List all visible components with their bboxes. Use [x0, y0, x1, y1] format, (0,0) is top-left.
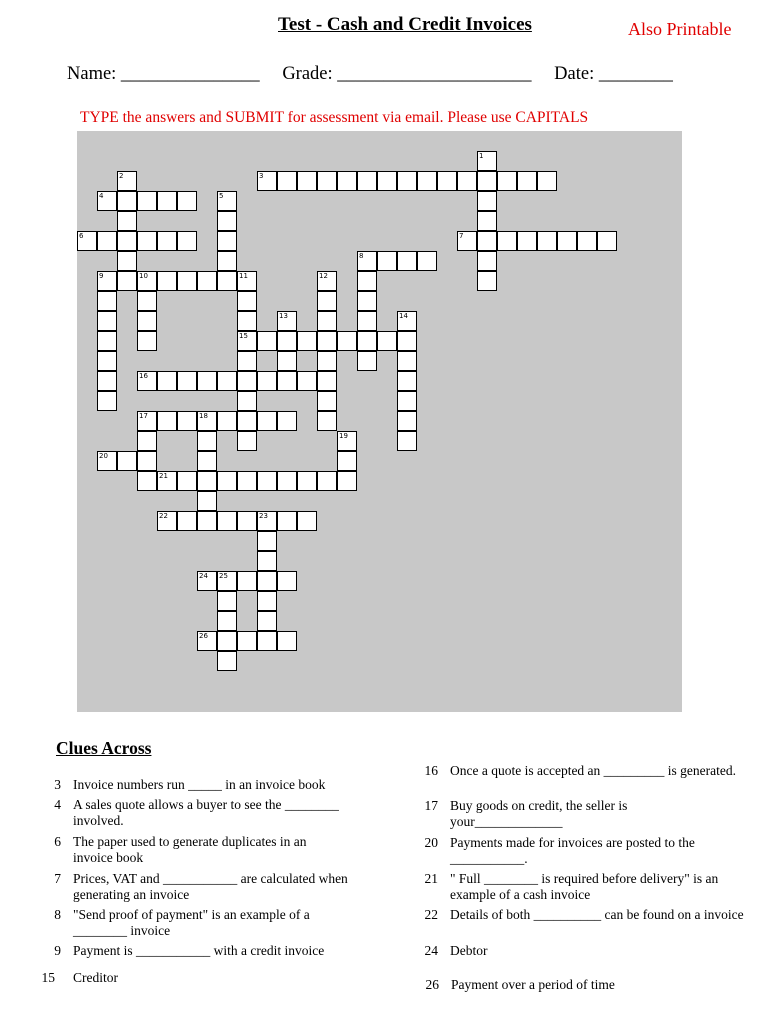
crossword-cell[interactable]	[237, 471, 257, 491]
clue-number: 16	[424, 763, 438, 778]
student-info-fields	[67, 64, 691, 85]
clue-7	[54, 871, 363, 903]
crossword-grid	[77, 131, 682, 712]
crossword-cell[interactable]	[257, 631, 277, 651]
crossword-cell[interactable]	[477, 191, 497, 211]
crossword-cell[interactable]	[237, 411, 257, 431]
crossword-cell[interactable]	[97, 311, 117, 331]
clue-number-label: 1	[479, 152, 484, 160]
crossword-cell[interactable]	[177, 511, 197, 531]
crossword-cell[interactable]	[357, 331, 377, 351]
crossword-cell[interactable]	[597, 231, 617, 251]
crossword-cell[interactable]	[217, 411, 237, 431]
clue-number-label: 9	[99, 272, 104, 280]
crossword-cell[interactable]	[537, 171, 557, 191]
crossword-cell[interactable]	[317, 171, 337, 191]
clue-text: Payment is ___________ with a credit invoice	[73, 943, 325, 958]
crossword-cell[interactable]	[217, 651, 237, 671]
clue-number-label: 14	[399, 312, 408, 320]
crossword-cell[interactable]	[257, 471, 277, 491]
clues-across-heading: Clues Across	[56, 738, 152, 758]
crossword-cell[interactable]	[197, 271, 217, 291]
clue-number: 4	[54, 797, 61, 812]
clue-number: 20	[424, 835, 438, 850]
clue-15	[41, 970, 273, 986]
clue-text: Creditor	[73, 970, 118, 985]
crossword-cell[interactable]	[337, 451, 357, 471]
crossword-cell[interactable]	[297, 171, 317, 191]
page-title: Test - Cash and Credit Invoices	[278, 14, 532, 35]
crossword-cell[interactable]	[297, 471, 317, 491]
crossword-cell[interactable]	[137, 451, 157, 471]
crossword-cell[interactable]	[117, 231, 137, 251]
crossword-cell[interactable]	[237, 351, 257, 371]
crossword-cell[interactable]	[237, 311, 257, 331]
crossword-cell[interactable]	[377, 251, 397, 271]
crossword-cell[interactable]	[217, 631, 237, 651]
crossword-cell[interactable]	[357, 351, 377, 371]
crossword-cell[interactable]	[297, 371, 317, 391]
grade-field[interactable]: Grade: _____________________	[282, 64, 532, 84]
crossword-cell[interactable]	[277, 371, 297, 391]
clue-number-label: 7	[459, 232, 464, 240]
crossword-cell[interactable]	[257, 531, 277, 551]
crossword-cell[interactable]	[97, 331, 117, 351]
crossword-cell[interactable]	[477, 171, 497, 191]
crossword-cell[interactable]	[217, 611, 237, 631]
crossword-cell[interactable]	[397, 431, 417, 451]
crossword-cell[interactable]	[177, 271, 197, 291]
crossword-cell[interactable]	[357, 271, 377, 291]
clue-number-label: 25	[219, 572, 228, 580]
crossword-cell[interactable]	[137, 311, 157, 331]
crossword-cell[interactable]	[217, 471, 237, 491]
crossword-cell[interactable]	[237, 431, 257, 451]
crossword-cell[interactable]	[377, 331, 397, 351]
crossword-cell[interactable]	[157, 411, 177, 431]
crossword-cell[interactable]	[97, 231, 117, 251]
crossword-cell[interactable]	[157, 271, 177, 291]
crossword-cell[interactable]	[297, 511, 317, 531]
crossword-cell[interactable]	[217, 591, 237, 611]
crossword-cell[interactable]	[217, 371, 237, 391]
clue-text: Prices, VAT and ___________ are calculated when generating an invoice	[73, 871, 348, 902]
crossword-cell[interactable]	[337, 171, 357, 191]
crossword-cell[interactable]	[137, 471, 157, 491]
crossword-cell[interactable]	[237, 291, 257, 311]
crossword-cell[interactable]	[317, 411, 337, 431]
clue-number-label: 24	[199, 572, 208, 580]
crossword-cell[interactable]	[317, 391, 337, 411]
clue-number: 9	[54, 943, 61, 958]
crossword-cell[interactable]	[257, 611, 277, 631]
clue-24	[424, 943, 650, 959]
name-field[interactable]: Name: _______________	[67, 64, 260, 84]
crossword-cell[interactable]	[277, 351, 297, 371]
clue-number-label: 20	[99, 452, 108, 460]
crossword-cell[interactable]	[197, 371, 217, 391]
clue-number: 3	[54, 777, 61, 792]
crossword-cell[interactable]	[197, 431, 217, 451]
crossword-cell[interactable]	[517, 231, 537, 251]
clue-number-label: 15	[239, 332, 248, 340]
crossword-cell[interactable]	[397, 331, 417, 351]
crossword-cell[interactable]	[397, 351, 417, 371]
clue-22	[424, 907, 745, 923]
crossword-cell[interactable]	[537, 231, 557, 251]
crossword-cell[interactable]	[397, 171, 417, 191]
instructions-text: TYPE the answers and SUBMIT for assessment via email. Please use CAPITALS	[80, 109, 589, 126]
crossword-cell[interactable]	[477, 211, 497, 231]
crossword-cell[interactable]	[137, 291, 157, 311]
crossword-cell[interactable]	[117, 211, 137, 231]
clue-6	[54, 834, 348, 866]
crossword-cell[interactable]	[197, 451, 217, 471]
crossword-cell[interactable]	[117, 251, 137, 271]
clue-number-label: 2	[119, 172, 124, 180]
crossword-cell[interactable]	[397, 371, 417, 391]
crossword-cell[interactable]	[317, 311, 337, 331]
crossword-cell[interactable]	[177, 371, 197, 391]
crossword-cell[interactable]	[137, 231, 157, 251]
clue-number-label: 17	[139, 412, 148, 420]
clue-text: Buy goods on credit, the seller is your_____________	[450, 798, 628, 829]
clue-number: 22	[424, 907, 438, 922]
crossword-cell[interactable]	[277, 471, 297, 491]
crossword-cell[interactable]	[417, 171, 437, 191]
crossword-cell[interactable]	[337, 331, 357, 351]
crossword-cell[interactable]	[317, 371, 337, 391]
clue-8	[54, 907, 353, 939]
clue-number-label: 21	[159, 472, 168, 480]
crossword-cell[interactable]	[397, 411, 417, 431]
crossword-cell[interactable]	[317, 351, 337, 371]
crossword-cell[interactable]	[277, 631, 297, 651]
clue-number: 15	[41, 970, 55, 985]
crossword-cell[interactable]	[157, 191, 177, 211]
clue-number-label: 16	[139, 372, 148, 380]
clue-text: Payment over a period of time	[451, 977, 615, 992]
crossword-cell[interactable]	[177, 191, 197, 211]
clue-number: 6	[54, 834, 61, 849]
clue-number-label: 11	[239, 272, 248, 280]
crossword-cell[interactable]	[177, 471, 197, 491]
clue-text: Once a quote is accepted an _________ is generated.	[450, 763, 737, 778]
crossword-cell[interactable]	[277, 171, 297, 191]
clue-text: "Send proof of payment" is an example of a ________ invoice	[73, 907, 310, 938]
crossword-cell[interactable]	[157, 371, 177, 391]
crossword-cell[interactable]	[377, 171, 397, 191]
crossword-cell[interactable]	[337, 471, 357, 491]
crossword-cell[interactable]	[237, 391, 257, 411]
crossword-cell[interactable]	[137, 431, 157, 451]
clue-16	[424, 763, 740, 779]
crossword-cell[interactable]	[117, 451, 137, 471]
clue-number: 21	[424, 871, 438, 886]
crossword-cell[interactable]	[297, 331, 317, 351]
crossword-cell[interactable]	[477, 231, 497, 251]
crossword-cell[interactable]	[117, 191, 137, 211]
clue-text: Invoice numbers run _____ in an invoice book	[73, 777, 326, 792]
crossword-cell[interactable]	[197, 511, 217, 531]
clue-number-label: 10	[139, 272, 148, 280]
clue-20	[424, 835, 740, 867]
crossword-cell[interactable]	[437, 171, 457, 191]
clue-number-label: 6	[79, 232, 84, 240]
crossword-cell[interactable]	[257, 331, 277, 351]
clue-number-label: 23	[259, 512, 268, 520]
clue-26	[425, 977, 711, 993]
crossword-cell[interactable]	[217, 271, 237, 291]
crossword-cell[interactable]	[177, 411, 197, 431]
crossword-cell[interactable]	[257, 591, 277, 611]
crossword-cell[interactable]	[497, 171, 517, 191]
crossword-cell[interactable]	[577, 231, 597, 251]
clue-9	[54, 943, 373, 959]
clue-text: Debtor	[450, 943, 488, 958]
crossword-cell[interactable]	[497, 231, 517, 251]
crossword-cell[interactable]	[197, 471, 217, 491]
clue-3	[54, 777, 363, 793]
clue-text: A sales quote allows a buyer to see the ________ involved.	[73, 797, 339, 828]
clue-number-label: 3	[259, 172, 264, 180]
clue-number-label: 5	[219, 192, 224, 200]
crossword-cell[interactable]	[317, 331, 337, 351]
clue-4	[54, 797, 341, 829]
crossword-cell[interactable]	[277, 571, 297, 591]
also-printable-link[interactable]: Also Printable	[628, 19, 732, 39]
crossword-cell[interactable]	[217, 211, 237, 231]
crossword-cell[interactable]	[97, 351, 117, 371]
crossword-cell[interactable]	[237, 631, 257, 651]
clue-number-label: 19	[339, 432, 348, 440]
crossword-cell[interactable]	[277, 511, 297, 531]
crossword-cell[interactable]	[197, 491, 217, 511]
crossword-cell[interactable]	[257, 411, 277, 431]
crossword-cell[interactable]	[317, 291, 337, 311]
crossword-cell[interactable]	[517, 171, 537, 191]
crossword-cell[interactable]	[217, 511, 237, 531]
clue-text: " Full ________ is required before delivery" is an example of a cash invoice	[450, 871, 719, 902]
clue-17	[424, 798, 685, 830]
date-field[interactable]: Date: ________	[554, 64, 673, 84]
crossword-cell[interactable]	[257, 571, 277, 591]
clue-number-label: 26	[199, 632, 208, 640]
crossword-cell[interactable]	[257, 371, 277, 391]
crossword-cell[interactable]	[357, 311, 377, 331]
clue-text: The paper used to generate duplicates in an invoice book	[73, 834, 307, 865]
clue-text: Payments made for invoices are posted to the ___________.	[450, 835, 695, 866]
crossword-cell[interactable]	[457, 171, 477, 191]
crossword-cell[interactable]	[317, 471, 337, 491]
crossword-cell[interactable]	[277, 411, 297, 431]
clue-number: 8	[54, 907, 61, 922]
clue-number: 24	[424, 943, 438, 958]
crossword-cell[interactable]	[237, 511, 257, 531]
crossword-cell[interactable]	[417, 251, 437, 271]
crossword-cell[interactable]	[177, 231, 197, 251]
crossword-cell[interactable]	[157, 231, 177, 251]
crossword-cell[interactable]	[237, 571, 257, 591]
clue-21	[424, 871, 745, 903]
crossword-cell[interactable]	[477, 251, 497, 271]
crossword-cell[interactable]	[217, 231, 237, 251]
crossword-cell[interactable]	[357, 291, 377, 311]
crossword-cell[interactable]	[237, 371, 257, 391]
clue-number-label: 8	[359, 252, 364, 260]
crossword-cell[interactable]	[397, 391, 417, 411]
crossword-cell[interactable]	[137, 191, 157, 211]
crossword-cell[interactable]	[97, 371, 117, 391]
crossword-cell[interactable]	[97, 291, 117, 311]
clue-number-label: 18	[199, 412, 208, 420]
crossword-cell[interactable]	[217, 251, 237, 271]
crossword-cell[interactable]	[397, 251, 417, 271]
crossword-cell[interactable]	[97, 391, 117, 411]
crossword-cell[interactable]	[477, 271, 497, 291]
crossword-cell[interactable]	[357, 171, 377, 191]
clue-number: 26	[425, 977, 439, 992]
clue-text: Details of both __________ can be found on a invoice	[450, 907, 744, 922]
clue-number-label: 12	[319, 272, 328, 280]
crossword-cell[interactable]	[277, 331, 297, 351]
clue-number-label: 13	[279, 312, 288, 320]
clue-number: 7	[54, 871, 61, 886]
crossword-cell[interactable]	[557, 231, 577, 251]
clue-number-label: 22	[159, 512, 168, 520]
crossword-cell[interactable]	[117, 271, 137, 291]
crossword-cell[interactable]	[137, 331, 157, 351]
clue-number: 17	[424, 798, 438, 813]
crossword-cell[interactable]	[257, 551, 277, 571]
clue-number-label: 4	[99, 192, 104, 200]
